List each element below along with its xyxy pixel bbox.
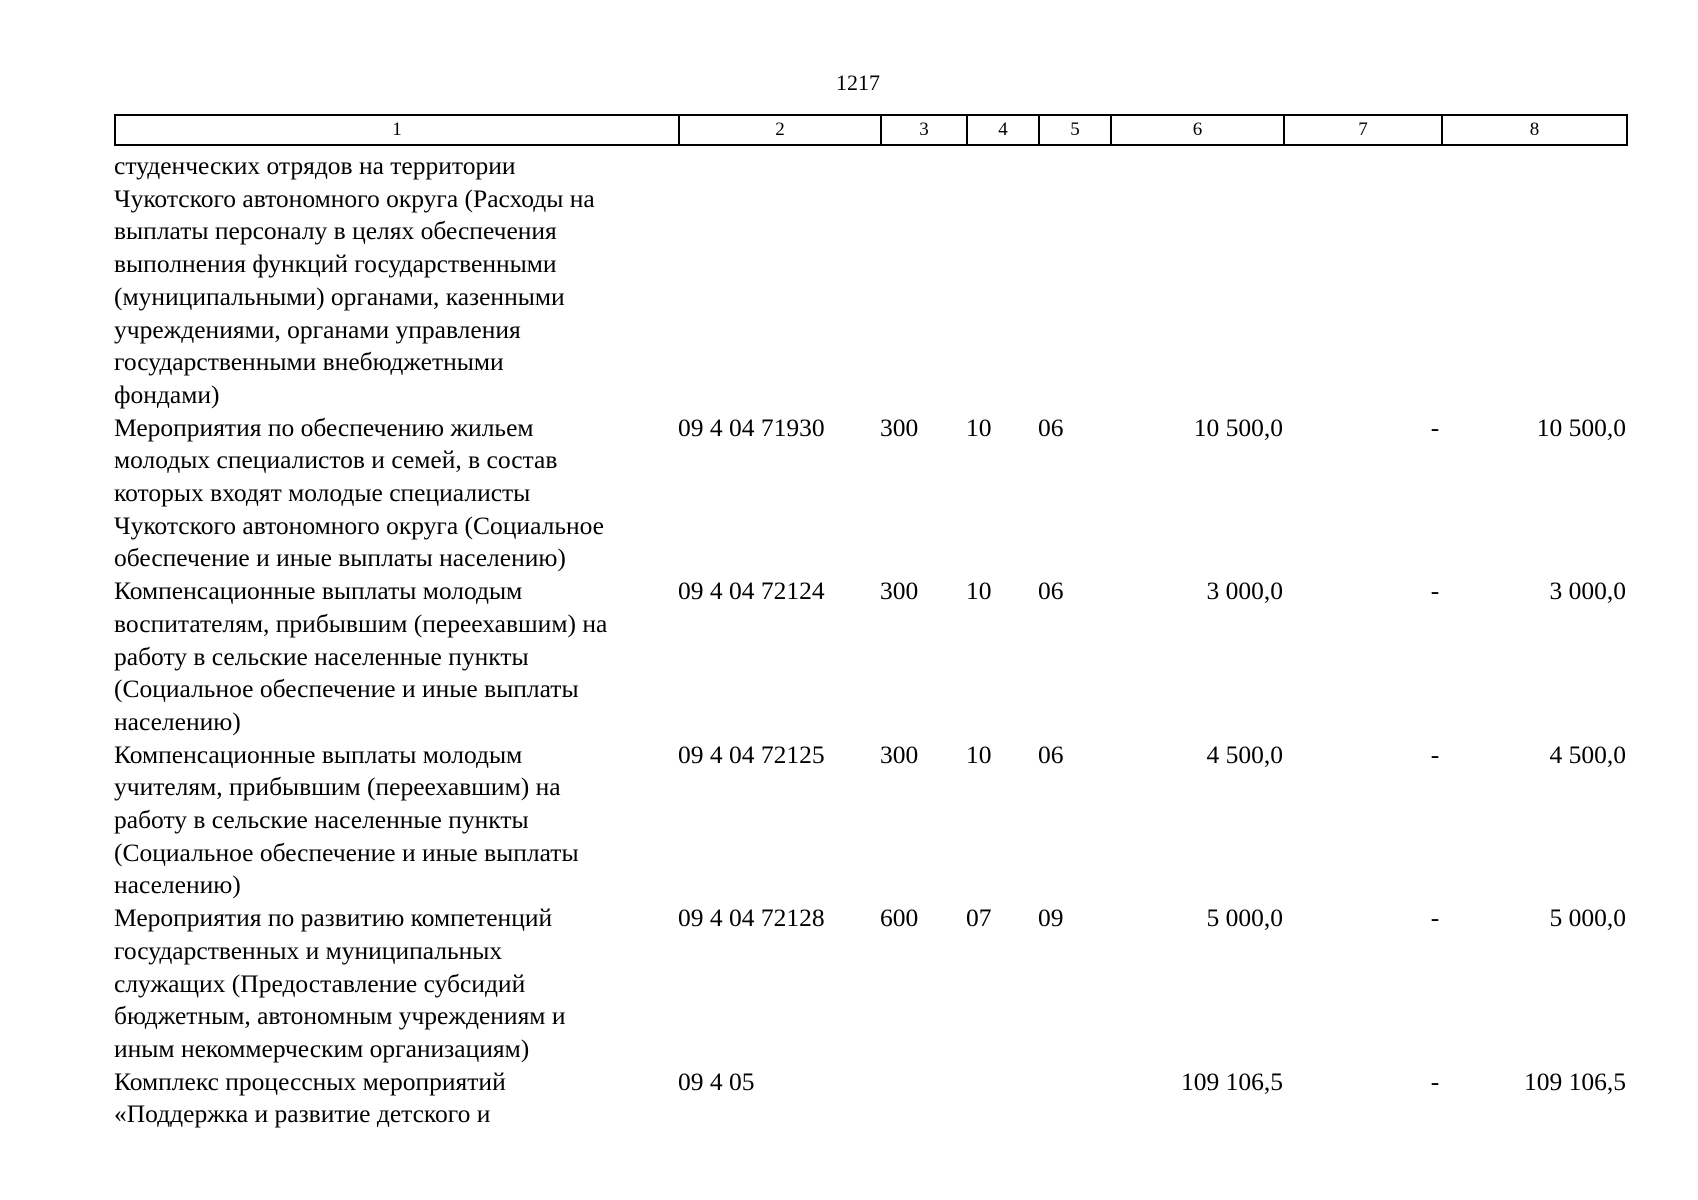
dash-mark: -	[1430, 412, 1440, 442]
column-header-2: 2	[679, 115, 881, 145]
description-line: Чукотского автономного округа (Социальное	[114, 510, 604, 540]
description-line: населению)	[114, 706, 241, 736]
amount-column-8: 10 500,0	[1536, 412, 1626, 442]
row-description	[114, 412, 678, 576]
description-line: служащих (Предоставление субсидий	[114, 968, 526, 998]
target-article-code: 09 4 04 72125	[678, 739, 825, 769]
amount-column-8	[1441, 150, 1626, 412]
description-line: «Поддержка и развитие детского и	[114, 1099, 491, 1129]
subsection-code: 09	[1038, 903, 1064, 933]
target-article-code: 09 4 05	[678, 1066, 755, 1096]
table-row	[114, 1066, 1626, 1131]
description-line: фондами)	[114, 379, 220, 409]
amount-column-7	[1283, 739, 1441, 903]
expense-type-code: 300	[880, 576, 919, 606]
description-line: государственных и муниципальных	[114, 935, 503, 965]
amount-column-8: 3 000,0	[1549, 576, 1626, 606]
description-line: Мероприятия по развитию компетенций	[114, 903, 553, 933]
description-line: работу в сельские населенные пункты	[114, 805, 529, 835]
subsection-code	[1038, 150, 1110, 412]
expense-type-code: 300	[880, 739, 919, 769]
description-line: учреждениями, органами управления	[114, 314, 521, 344]
amount-column-6: 109 106,5	[1181, 1066, 1283, 1096]
page-number: 1217	[836, 70, 880, 95]
expense-type-code	[880, 1066, 966, 1131]
expense-type-code	[880, 150, 966, 412]
description-line: выплаты персоналу в целях обеспечения	[114, 216, 557, 246]
amount-column-6: 5 000,0	[1206, 903, 1283, 933]
description-line: студенческих отрядов на территории	[114, 151, 516, 180]
section-code	[966, 150, 1038, 412]
dash-mark: -	[1430, 739, 1440, 769]
target-article-code: 09 4 04 72128	[678, 903, 825, 933]
subsection-code: 06	[1038, 412, 1064, 442]
description-line: учителям, прибывшим (переехавшим) на	[114, 772, 561, 802]
dash-mark: -	[1430, 903, 1440, 933]
row-description	[114, 739, 678, 903]
row-description	[114, 150, 678, 412]
section-code: 10	[966, 412, 992, 442]
amount-column-6: 10 500,0	[1193, 412, 1283, 442]
table-row	[114, 150, 1626, 412]
amount-column-7	[1283, 902, 1441, 1066]
target-article-code	[678, 150, 880, 412]
budget-table	[114, 150, 1626, 1131]
row-description	[114, 1066, 678, 1131]
description-line: Комплекс процессных мероприятий	[114, 1066, 506, 1096]
subsection-code: 06	[1038, 739, 1064, 769]
description-line: обеспечение и иные выплаты населению)	[114, 543, 566, 573]
expense-type-code: 600	[880, 903, 919, 933]
description-line: Мероприятия по обеспечению жильем	[114, 412, 534, 442]
column-header-4: 4	[967, 115, 1039, 145]
amount-column-7	[1283, 412, 1441, 576]
target-article-code: 09 4 04 71930	[678, 412, 825, 442]
description-line: населению)	[114, 870, 241, 900]
amount-column-6	[1110, 150, 1283, 412]
description-line: Компенсационные выплаты молодым	[114, 576, 523, 606]
table-row	[114, 902, 1626, 1066]
dash-mark: -	[1430, 576, 1440, 606]
section-code	[966, 1066, 1038, 1131]
description-line: (муниципальными) органами, казенными	[114, 281, 565, 311]
amount-column-7	[1283, 575, 1441, 739]
column-header-1: 1	[115, 115, 679, 145]
description-line: воспитателям, прибывшим (переехавшим) на	[114, 608, 608, 638]
column-number-header	[114, 114, 1628, 146]
column-header-5: 5	[1039, 115, 1111, 145]
description-line: которых входят молодые специалисты	[114, 478, 531, 508]
amount-column-8: 109 106,5	[1524, 1066, 1626, 1096]
subsection-code: 06	[1038, 576, 1064, 606]
amount-column-7	[1283, 1066, 1441, 1131]
amount-column-6: 4 500,0	[1206, 739, 1283, 769]
description-line: выполнения функций государственными	[114, 249, 557, 279]
amount-column-6: 3 000,0	[1206, 576, 1283, 606]
table-row	[114, 575, 1626, 739]
row-description	[114, 575, 678, 739]
table-row	[114, 739, 1626, 903]
amount-column-7	[1283, 150, 1441, 412]
amount-column-8: 5 000,0	[1549, 903, 1626, 933]
dash-mark: -	[1430, 1066, 1440, 1096]
description-line: государственными внебюджетными	[114, 347, 504, 377]
expense-type-code: 300	[880, 412, 919, 442]
description-line: (Социальное обеспечение и иные выплаты	[114, 674, 579, 704]
description-line: бюджетным, автономным учреждениям и	[114, 1001, 566, 1031]
subsection-code	[1038, 1066, 1110, 1131]
column-header-8: 8	[1442, 115, 1627, 145]
description-line: иным некоммерческим организациям)	[114, 1033, 530, 1063]
column-header-7: 7	[1284, 115, 1442, 145]
description-line: работу в сельские населенные пункты	[114, 641, 529, 671]
description-line: (Социальное обеспечение и иные выплаты	[114, 837, 579, 867]
description-line: Чукотского автономного округа (Расходы на	[114, 183, 595, 213]
amount-column-8: 4 500,0	[1549, 739, 1626, 769]
section-code: 10	[966, 576, 992, 606]
row-description	[114, 902, 678, 1066]
section-code: 10	[966, 739, 992, 769]
table-row	[114, 412, 1626, 576]
column-header-3: 3	[881, 115, 967, 145]
description-line: Компенсационные выплаты молодым	[114, 739, 523, 769]
description-line: молодых специалистов и семей, в состав	[114, 445, 558, 475]
target-article-code: 09 4 04 72124	[678, 576, 825, 606]
section-code: 07	[966, 903, 992, 933]
column-header-6: 6	[1111, 115, 1284, 145]
